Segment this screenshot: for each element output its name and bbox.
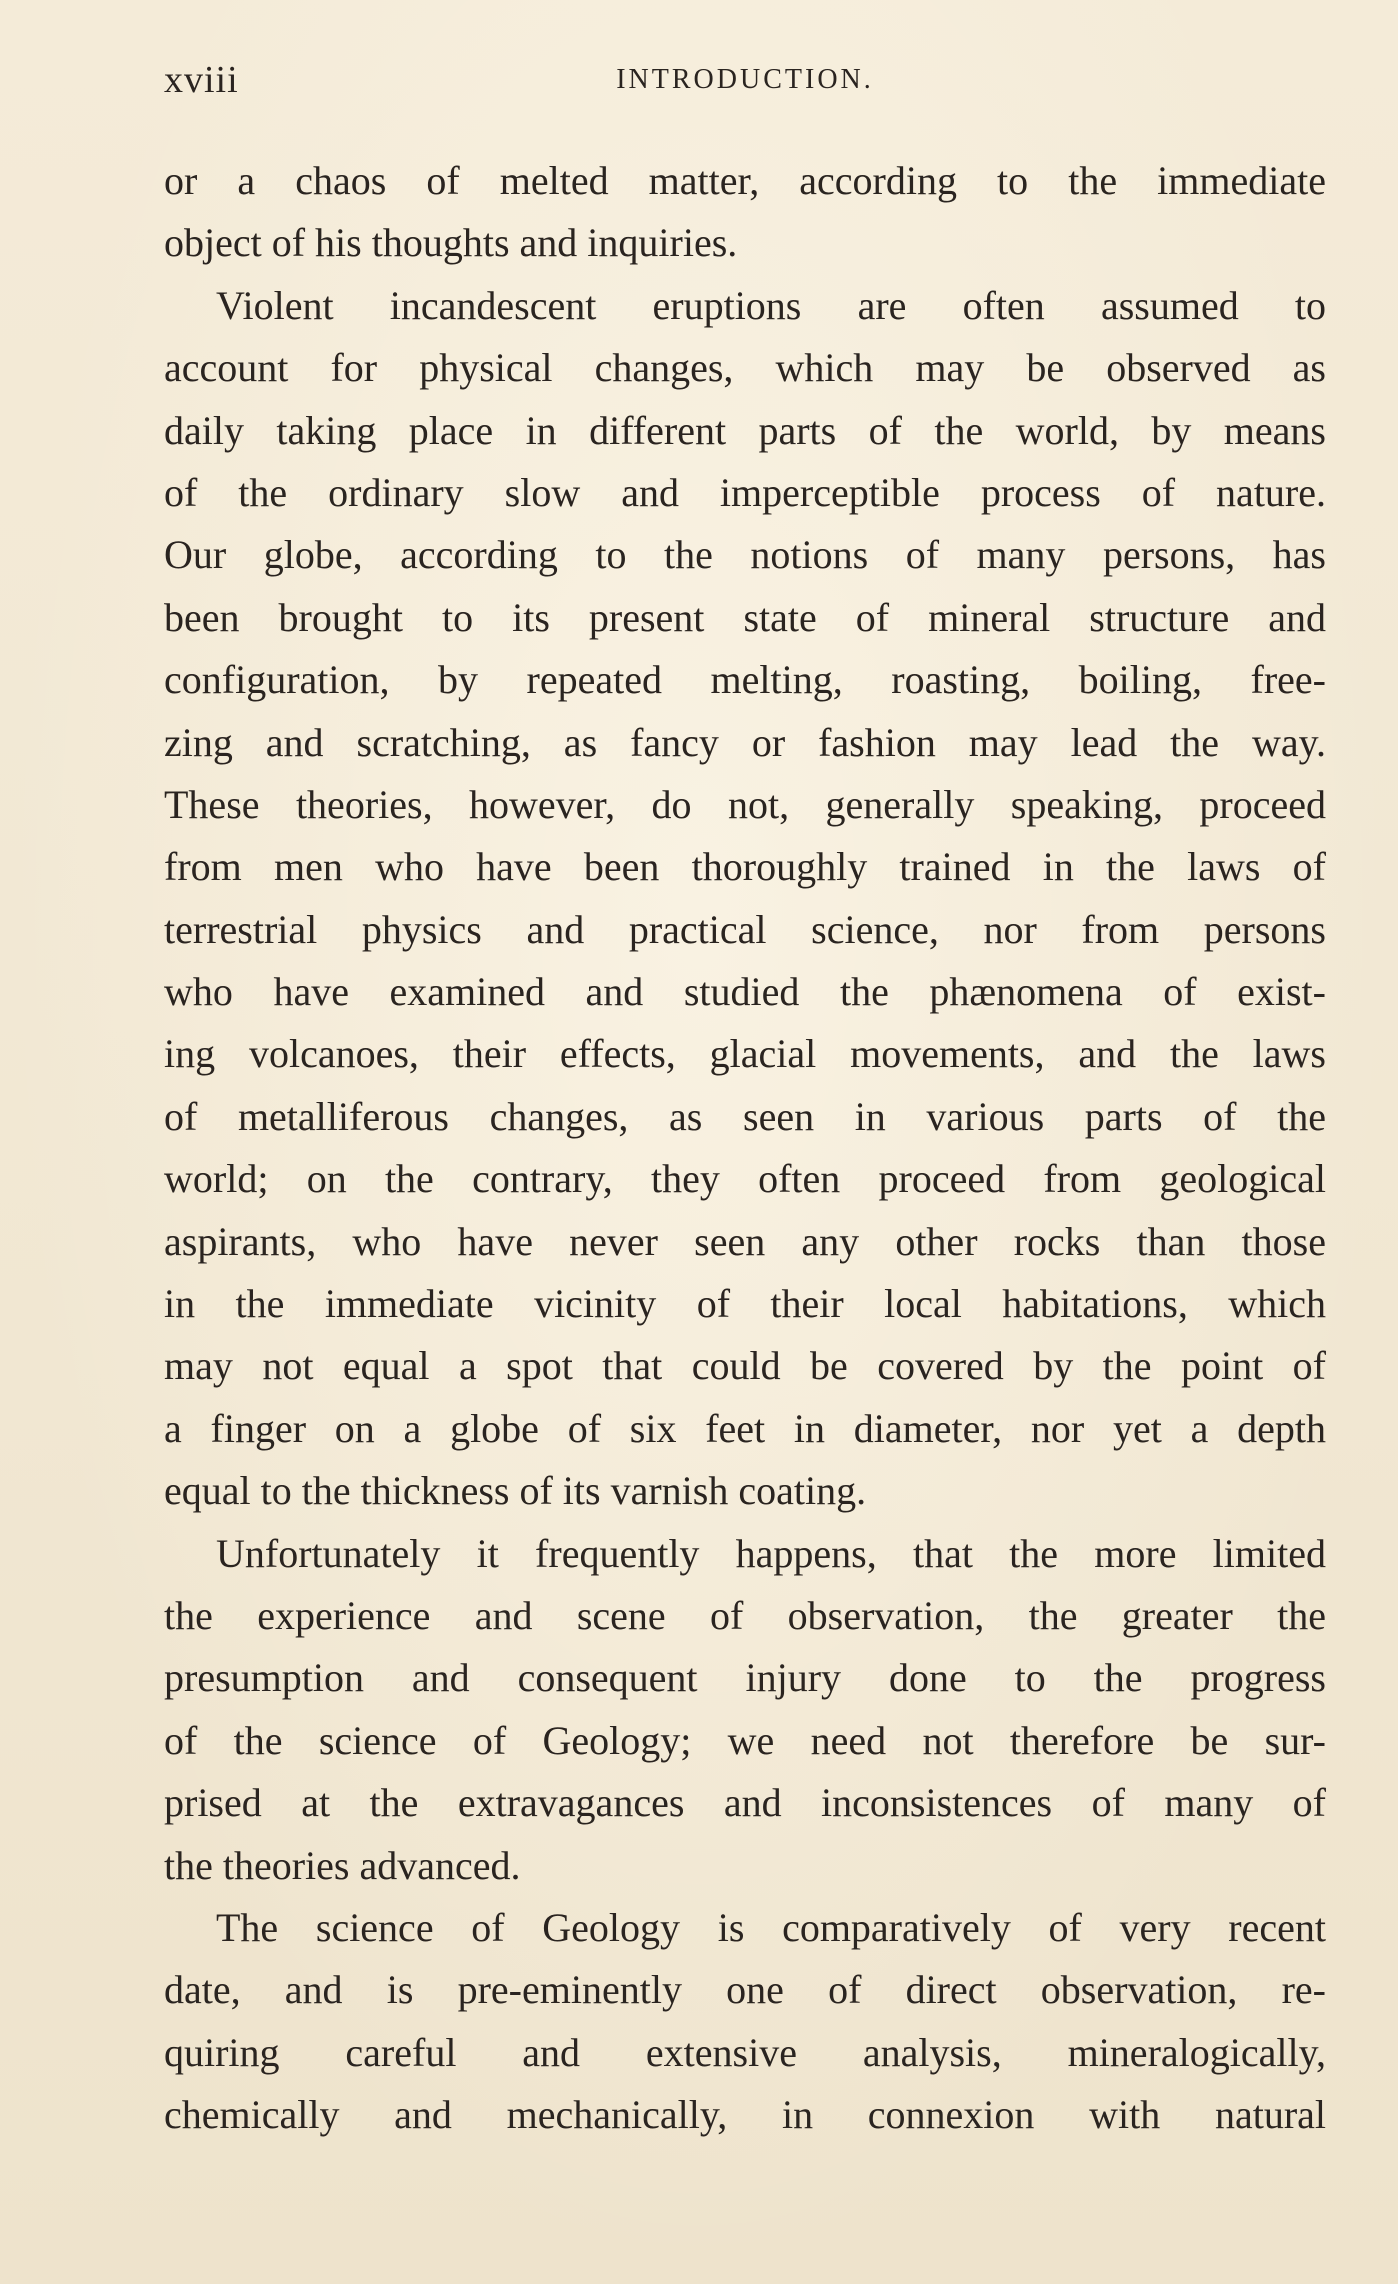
text-line: terrestrial physics and practical science, nor from persons	[164, 906, 1326, 952]
text-line: may not equal a spot that could be covered by the point of	[164, 1343, 1326, 1389]
text-line: chemically and mechanically, in connexion with natural	[164, 2092, 1326, 2138]
page-number: xviii	[164, 59, 239, 101]
text-line: These theories, however, do not, generally speaking, proceed	[164, 781, 1326, 827]
text-line: Violent incandescent eruptions are often assumed to	[216, 282, 1326, 328]
text-line: of metalliferous changes, as seen in various parts of the	[164, 1093, 1326, 1139]
body-text	[164, 150, 1326, 2147]
text-line: the experience and scene of observation, the greater the	[164, 1592, 1326, 1638]
text-line: the theories advanced.	[164, 1842, 521, 1888]
text-line: configuration, by repeated melting, roasting, boiling, free-	[164, 657, 1326, 703]
text-line: object of his thoughts and inquiries.	[164, 220, 738, 266]
page-header	[164, 58, 1326, 108]
text-line: a finger on a globe of six feet in diameter, nor yet a depth	[164, 1405, 1326, 1451]
text-line: The science of Geology is comparatively of very recent	[216, 1904, 1326, 1950]
text-line: account for physical changes, which may be observed as	[164, 345, 1326, 391]
text-line: equal to the thickness of its varnish coating.	[164, 1468, 867, 1514]
text-line: in the immediate vicinity of their local habitations, which	[164, 1281, 1326, 1327]
text-line: presumption and consequent injury done to the progress	[164, 1655, 1326, 1701]
text-line: zing and scratching, as fancy or fashion may lead the way.	[164, 719, 1326, 765]
text-line: quiring careful and extensive analysis, mineralogically,	[164, 2029, 1326, 2075]
text-line: who have examined and studied the phænomena of exist-	[164, 969, 1326, 1015]
text-line: ing volcanoes, their effects, glacial movements, and the laws	[164, 1031, 1326, 1077]
text-line: from men who have been thoroughly trained in the laws of	[164, 844, 1326, 890]
running-title: INTRODUCTION.	[616, 64, 874, 95]
text-line: daily taking place in different parts of the world, by means	[164, 407, 1326, 453]
text-line: aspirants, who have never seen any other rocks than those	[164, 1218, 1326, 1264]
text-line: of the ordinary slow and imperceptible process of nature.	[164, 469, 1326, 515]
text-line: Unfortunately it frequently happens, that the more limited	[216, 1530, 1326, 1576]
text-line: been brought to its present state of mineral structure and	[164, 594, 1326, 640]
text-line: Our globe, according to the notions of many persons, has	[164, 532, 1326, 578]
text-line: of the science of Geology; we need not therefore be sur-	[164, 1717, 1326, 1763]
text-line: prised at the extravagances and inconsistences of many of	[164, 1780, 1326, 1826]
text-line: date, and is pre-eminently one of direct observation, re-	[164, 1967, 1326, 2013]
text-line: world; on the contrary, they often proceed from geological	[164, 1156, 1326, 1202]
text-line: or a chaos of melted matter, according to the immediate	[164, 158, 1326, 203]
